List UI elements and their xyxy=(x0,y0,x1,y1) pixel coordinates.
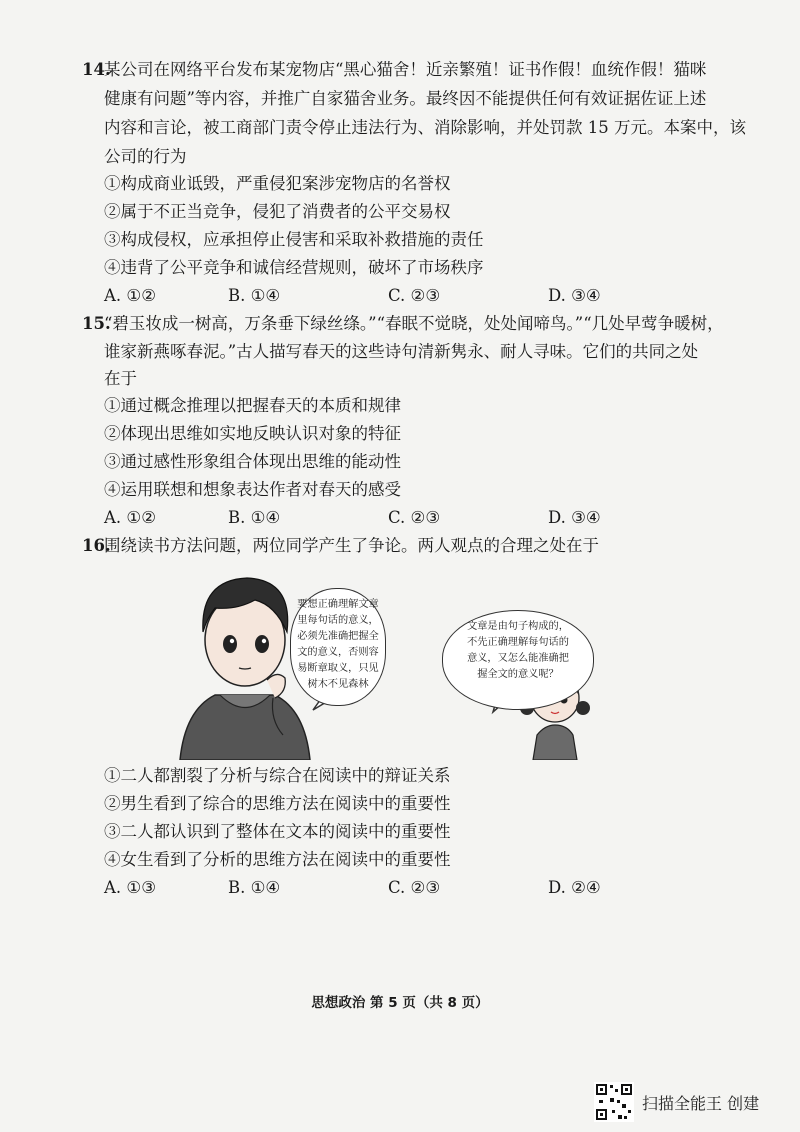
q14-line-4: 公司的行为 xyxy=(104,147,187,166)
q14-statement-3: ③构成侵权，应承担停止侵害和采取补救措施的责任 xyxy=(104,230,484,249)
q15-line-2: 谁家新燕啄春泥。”古人描写春天的这些诗句清新隽永、耐人寻味。它们的共同之处 xyxy=(104,342,699,361)
q14-statement-4: ④违背了公平竞争和诚信经营规则，破坏了市场秩序 xyxy=(104,258,484,277)
q14-option-a: A. ①② xyxy=(104,286,156,305)
q16-number: 16. xyxy=(82,536,111,555)
q15-option-b: B. ①④ xyxy=(228,508,281,527)
q16-statement-3: ③二人都认识到了整体在文本的阅读中的重要性 xyxy=(104,822,451,841)
q15-statement-3: ③通过感性形象组合体现出思维的能动性 xyxy=(104,452,401,471)
boy-bubble-line-5: 易断章取义，只见 xyxy=(297,663,379,674)
q15-number: 15. xyxy=(82,314,111,333)
q14-line-3: 内容和言论，被工商部门责令停止违法行为、消除影响，并处罚款 15 万元。本案中，该 xyxy=(104,118,746,137)
boy-bubble-line-1: 要想正确理解文章 xyxy=(297,599,379,610)
boy-speech-bubble xyxy=(290,588,386,706)
page-footer: 思想政治 第 5 页（共 8 页） xyxy=(311,995,489,1011)
q15-statement-2: ②体现出思维如实地反映认识对象的特征 xyxy=(104,424,401,443)
girl-bubble-line-4: 握全文的意义呢？ xyxy=(477,669,559,680)
qr-code-icon xyxy=(594,1082,634,1122)
q15-option-d: D. ③④ xyxy=(548,508,601,527)
q15-line-3: 在于 xyxy=(104,369,137,388)
q16-statement-1: ①二人都割裂了分析与综合在阅读中的辩证关系 xyxy=(104,766,451,785)
q16-line-1: 围绕读书方法问题，两位同学产生了争论。两人观点的合理之处在于 xyxy=(104,536,599,555)
girl-speech-bubble xyxy=(442,610,594,710)
q14-option-c: C. ②③ xyxy=(388,286,441,305)
girl-bubble-line-1: 文章是由句子构成的， xyxy=(467,621,569,632)
q15-statement-4: ④运用联想和想象表达作者对春天的感受 xyxy=(104,480,401,499)
scanner-label: 扫描全能王 创建 xyxy=(642,1093,760,1113)
q14-line-2: 健康有问题”等内容，并推广自家猫舍业务。最终因不能提供任何有效证据佐证上述 xyxy=(104,89,707,108)
scanner-watermark xyxy=(594,1082,759,1122)
q15-option-a: A. ①② xyxy=(104,508,156,527)
boy-bubble-line-3: 必须先准确把握全 xyxy=(297,631,379,642)
q14-statement-2: ②属于不正当竞争，侵犯了消费者的公平交易权 xyxy=(104,202,451,221)
q16-option-b: B. ①④ xyxy=(228,878,281,897)
q15-statement-1: ①通过概念推理以把握春天的本质和规律 xyxy=(104,396,401,415)
boy-bubble-line-4: 文的意义，否则容 xyxy=(297,647,379,658)
q14-line-1: 某公司在网络平台发布某宠物店“黑心猫舍！近亲繁殖！证书作假！血统作假！猫咪 xyxy=(104,60,707,79)
girl-bubble-line-2: 不先正确理解每句话的 xyxy=(467,637,569,648)
girl-bubble-line-3: 意义，又怎么能准确把 xyxy=(467,653,569,664)
q14-option-d: D. ③④ xyxy=(548,286,601,305)
boy-bubble-line-2: 里每句话的意义， xyxy=(297,615,379,626)
q16-option-d: D. ②④ xyxy=(548,878,601,897)
q14-option-b: B. ①④ xyxy=(228,286,281,305)
boy-bubble-line-6: 树木不见森林 xyxy=(307,679,369,690)
q16-option-c: C. ②③ xyxy=(388,878,441,897)
q16-option-a: A. ①③ xyxy=(104,878,156,897)
q16-statement-4: ④女生看到了分析的思维方法在阅读中的重要性 xyxy=(104,850,451,869)
comic-illustration xyxy=(175,570,625,760)
q14-statement-1: ①构成商业诋毁，严重侵犯案涉宠物店的名誉权 xyxy=(104,174,451,193)
q14-number: 14. xyxy=(82,60,111,79)
q15-option-c: C. ②③ xyxy=(388,508,441,527)
q16-statement-2: ②男生看到了综合的思维方法在阅读中的重要性 xyxy=(104,794,451,813)
q15-line-1: “碧玉妆成一树高，万条垂下绿丝绦。”“春眠不觉晓，处处闻啼鸟。”“几处早莺争暖树， xyxy=(104,314,724,333)
